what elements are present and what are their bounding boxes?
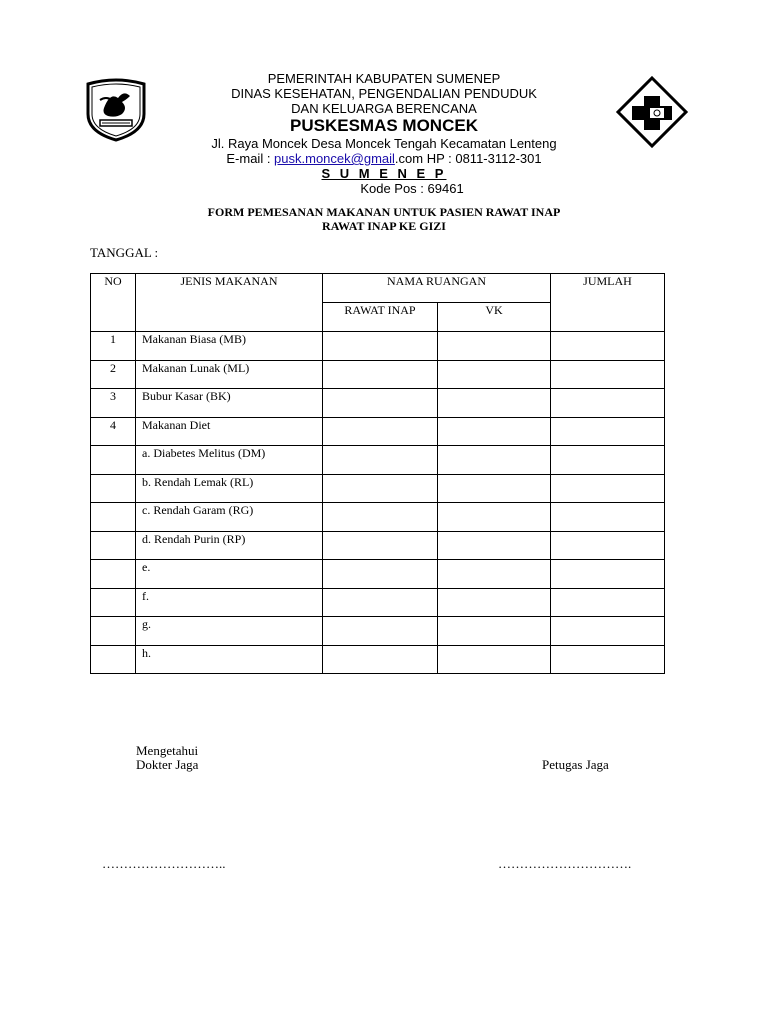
cell-vk[interactable]	[438, 360, 551, 389]
order-table	[90, 273, 665, 674]
row-jenis-makanan: Bubur Kasar (BK)	[136, 389, 323, 418]
header-no: NO	[91, 274, 136, 332]
cell-rawat-inap[interactable]	[323, 645, 438, 674]
table-row	[91, 332, 665, 361]
cell-vk[interactable]	[438, 417, 551, 446]
row-number	[91, 446, 136, 475]
cell-jumlah[interactable]	[551, 389, 665, 418]
row-jenis-makanan: c. Rendah Garam (RG)	[136, 503, 323, 532]
row-jenis-makanan: a. Diabetes Melitus (DM)	[136, 446, 323, 475]
cell-rawat-inap[interactable]	[323, 531, 438, 560]
row-jenis-makanan: Makanan Lunak (ML)	[136, 360, 323, 389]
cell-vk[interactable]	[438, 503, 551, 532]
row-number	[91, 474, 136, 503]
cell-vk[interactable]	[438, 446, 551, 475]
row-jenis-makanan: g.	[136, 617, 323, 646]
cell-vk[interactable]	[438, 531, 551, 560]
cell-jumlah[interactable]	[551, 645, 665, 674]
cell-vk[interactable]	[438, 389, 551, 418]
cell-vk[interactable]	[438, 560, 551, 589]
table-row	[91, 503, 665, 532]
cell-rawat-inap[interactable]	[323, 389, 438, 418]
row-number	[91, 503, 136, 532]
table-row	[91, 417, 665, 446]
left-signature-line-2: Dokter Jaga	[136, 757, 199, 772]
header-line-3: DAN KELUARGA BERENCANA	[291, 101, 477, 116]
puskesmas-logo-icon	[616, 76, 688, 148]
cell-rawat-inap[interactable]	[323, 446, 438, 475]
right-signature-dots: ………………………….	[498, 856, 632, 871]
header-jenis-makanan: JENIS MAKANAN	[136, 274, 323, 332]
cell-jumlah[interactable]	[551, 588, 665, 617]
cell-vk[interactable]	[438, 645, 551, 674]
cell-rawat-inap[interactable]	[323, 360, 438, 389]
cell-jumlah[interactable]	[551, 474, 665, 503]
table-row	[91, 560, 665, 589]
header-line-2: DINAS KESEHATAN, PENGENDALIAN PENDUDUK	[231, 86, 537, 101]
row-number: 3	[91, 389, 136, 418]
date-label: TANGGAL :	[90, 245, 159, 260]
email-link[interactable]: pusk.moncek@gmail	[274, 151, 395, 166]
table-row	[91, 531, 665, 560]
row-number	[91, 560, 136, 589]
header-nama-ruangan: NAMA RUANGAN	[323, 274, 551, 303]
cell-jumlah[interactable]	[551, 446, 665, 475]
header-rawat-inap: RAWAT INAP	[323, 303, 438, 332]
address: Jl. Raya Moncek Desa Moncek Tengah Kecamatan Lenteng	[211, 136, 557, 151]
cell-rawat-inap[interactable]	[323, 332, 438, 361]
cell-vk[interactable]	[438, 617, 551, 646]
kabupaten-emblem-icon	[82, 78, 150, 142]
form-subtitle: RAWAT INAP KE GIZI	[322, 219, 446, 233]
row-number: 4	[91, 417, 136, 446]
row-jenis-makanan: f.	[136, 588, 323, 617]
cell-rawat-inap[interactable]	[323, 588, 438, 617]
row-number	[91, 645, 136, 674]
row-jenis-makanan: Makanan Diet	[136, 417, 323, 446]
form-title: FORM PEMESANAN MAKANAN UNTUK PASIEN RAWAT INAP	[207, 205, 561, 219]
row-jenis-makanan: b. Rendah Lemak (RL)	[136, 474, 323, 503]
row-number	[91, 617, 136, 646]
cell-rawat-inap[interactable]	[323, 417, 438, 446]
cell-jumlah[interactable]	[551, 617, 665, 646]
cell-rawat-inap[interactable]	[323, 503, 438, 532]
institution-name: PUSKESMAS MONCEK	[290, 116, 478, 135]
row-jenis-makanan: Makanan Biasa (MB)	[136, 332, 323, 361]
contact-line	[160, 151, 608, 166]
cell-jumlah[interactable]	[551, 503, 665, 532]
table-row	[91, 617, 665, 646]
header-line-1: PEMERINTAH KABUPATEN SUMENEP	[267, 71, 501, 86]
header-jumlah: JUMLAH	[551, 274, 665, 332]
cell-jumlah[interactable]	[551, 560, 665, 589]
letterhead	[160, 71, 608, 196]
table-row	[91, 645, 665, 674]
cell-vk[interactable]	[438, 474, 551, 503]
cell-rawat-inap[interactable]	[323, 474, 438, 503]
cell-vk[interactable]	[438, 332, 551, 361]
cell-rawat-inap[interactable]	[323, 617, 438, 646]
row-number: 2	[91, 360, 136, 389]
email-label: E-mail :	[226, 151, 275, 166]
row-number	[91, 588, 136, 617]
row-jenis-makanan: e.	[136, 560, 323, 589]
table-row	[91, 446, 665, 475]
row-number	[91, 531, 136, 560]
left-signature-dots: ………………………..	[102, 856, 226, 871]
right-signature-label: Petugas Jaga	[542, 757, 609, 772]
postal-code: Kode Pos : 69461	[360, 181, 464, 196]
table-row	[91, 588, 665, 617]
cell-jumlah[interactable]	[551, 417, 665, 446]
left-signature-line-1: Mengetahui	[136, 743, 199, 758]
table-row	[91, 389, 665, 418]
row-jenis-makanan: h.	[136, 645, 323, 674]
row-jenis-makanan: d. Rendah Purin (RP)	[136, 531, 323, 560]
city-name: S U M E N E P	[321, 166, 447, 181]
cell-jumlah[interactable]	[551, 531, 665, 560]
header-vk: VK	[438, 303, 551, 332]
left-signature-block	[136, 744, 198, 772]
cell-jumlah[interactable]	[551, 332, 665, 361]
email-suffix: .com HP : 0811-3112-301	[394, 151, 542, 166]
table-row	[91, 360, 665, 389]
table-row	[91, 474, 665, 503]
cell-rawat-inap[interactable]	[323, 560, 438, 589]
row-number: 1	[91, 332, 136, 361]
cell-vk[interactable]	[438, 588, 551, 617]
cell-jumlah[interactable]	[551, 360, 665, 389]
